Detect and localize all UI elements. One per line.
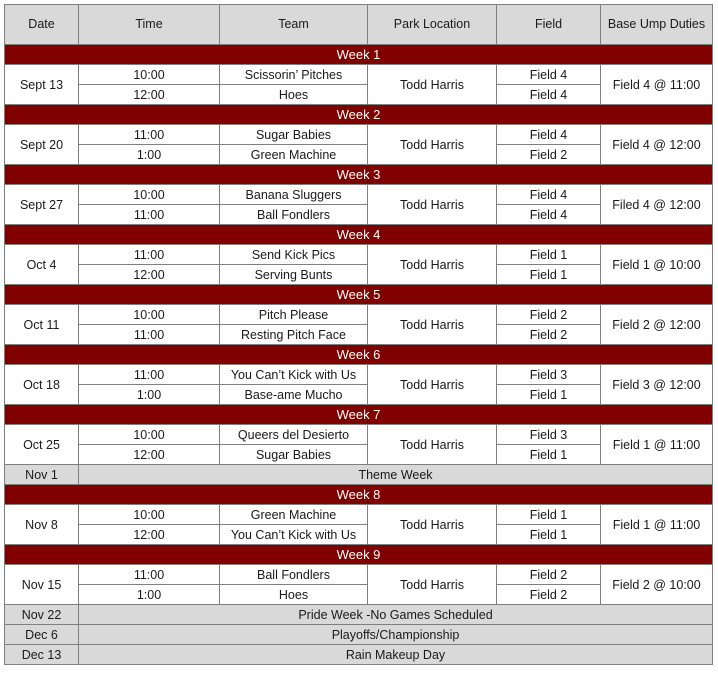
game-time: 12:00: [79, 85, 220, 105]
week-header-row: [5, 405, 713, 425]
special-date: Dec 13: [5, 645, 79, 665]
game-team: Pitch Please: [220, 305, 368, 325]
header-park-location: Park Location: [368, 5, 497, 45]
game-field: Field 1: [497, 245, 601, 265]
game-team: Hoes: [220, 585, 368, 605]
game-time: 11:00: [79, 565, 220, 585]
week-label: Week 3: [5, 165, 713, 185]
game-field: Field 4: [497, 65, 601, 85]
game-time: 10:00: [79, 305, 220, 325]
game-field: Field 1: [497, 445, 601, 465]
game-field: Field 4: [497, 125, 601, 145]
week-header-row: [5, 285, 713, 305]
park-location: Todd Harris: [368, 245, 497, 285]
schedule-table: [4, 4, 713, 665]
game-field: Field 2: [497, 305, 601, 325]
week-label: Week 8: [5, 485, 713, 505]
base-ump-duty: Field 4 @ 11:00: [601, 65, 713, 105]
game-team: Green Machine: [220, 505, 368, 525]
game-date: Oct 18: [5, 365, 79, 405]
week-header-row: [5, 45, 713, 65]
week-label: Week 4: [5, 225, 713, 245]
week-label: Week 6: [5, 345, 713, 365]
game-time: 11:00: [79, 365, 220, 385]
game-team: Ball Fondlers: [220, 565, 368, 585]
week-header-row: [5, 105, 713, 125]
game-date: Oct 25: [5, 425, 79, 465]
game-time: 1:00: [79, 145, 220, 165]
game-time: 10:00: [79, 185, 220, 205]
game-field: Field 2: [497, 565, 601, 585]
park-location: Todd Harris: [368, 185, 497, 225]
game-time: 11:00: [79, 245, 220, 265]
game-row: [5, 565, 713, 585]
game-team: Hoes: [220, 85, 368, 105]
schedule-body: [5, 45, 713, 665]
game-field: Field 2: [497, 325, 601, 345]
special-date-row: [5, 605, 713, 625]
week-header-row: [5, 345, 713, 365]
special-date-row: [5, 625, 713, 645]
game-time: 12:00: [79, 445, 220, 465]
game-field: Field 4: [497, 85, 601, 105]
game-row: [5, 125, 713, 145]
base-ump-duty: Filed 4 @ 12:00: [601, 185, 713, 225]
game-field: Field 1: [497, 265, 601, 285]
game-date: Oct 11: [5, 305, 79, 345]
game-field: Field 4: [497, 205, 601, 225]
game-team: Base-ame Mucho: [220, 385, 368, 405]
game-field: Field 3: [497, 425, 601, 445]
park-location: Todd Harris: [368, 125, 497, 165]
game-row: [5, 185, 713, 205]
game-row: [5, 245, 713, 265]
header-date: Date: [5, 5, 79, 45]
header-team: Team: [220, 5, 368, 45]
game-time: 10:00: [79, 505, 220, 525]
game-team: Serving Bunts: [220, 265, 368, 285]
game-time: 11:00: [79, 125, 220, 145]
game-time: 11:00: [79, 205, 220, 225]
game-team: Send Kick Pics: [220, 245, 368, 265]
base-ump-duty: Field 1 @ 11:00: [601, 505, 713, 545]
game-row: [5, 305, 713, 325]
game-team: Ball Fondlers: [220, 205, 368, 225]
park-location: Todd Harris: [368, 425, 497, 465]
game-team: Sugar Babies: [220, 445, 368, 465]
game-team: Scissorin’ Pitches: [220, 65, 368, 85]
special-date: Nov 1: [5, 465, 79, 485]
park-location: Todd Harris: [368, 365, 497, 405]
week-label: Week 1: [5, 45, 713, 65]
park-location: Todd Harris: [368, 65, 497, 105]
special-note: Rain Makeup Day: [79, 645, 713, 665]
base-ump-duty: Field 2 @ 12:00: [601, 305, 713, 345]
header-base-ump-duties: Base Ump Duties: [601, 5, 713, 45]
game-team: Banana Sluggers: [220, 185, 368, 205]
game-row: [5, 505, 713, 525]
game-time: 12:00: [79, 525, 220, 545]
header-row: [5, 5, 713, 45]
base-ump-duty: Field 2 @ 10:00: [601, 565, 713, 605]
week-header-row: [5, 225, 713, 245]
special-date-row: [5, 465, 713, 485]
park-location: Todd Harris: [368, 565, 497, 605]
game-field: Field 1: [497, 525, 601, 545]
game-time: 11:00: [79, 325, 220, 345]
week-header-row: [5, 485, 713, 505]
special-note: Pride Week -No Games Scheduled: [79, 605, 713, 625]
special-date: Nov 22: [5, 605, 79, 625]
game-time: 10:00: [79, 425, 220, 445]
game-time: 12:00: [79, 265, 220, 285]
game-field: Field 1: [497, 385, 601, 405]
game-team: Queers del Desierto: [220, 425, 368, 445]
game-time: 1:00: [79, 385, 220, 405]
game-team: Green Machine: [220, 145, 368, 165]
base-ump-duty: Field 4 @ 12:00: [601, 125, 713, 165]
game-team: Resting Pitch Face: [220, 325, 368, 345]
header-field: Field: [497, 5, 601, 45]
special-note: Theme Week: [79, 465, 713, 485]
game-time: 10:00: [79, 65, 220, 85]
game-row: [5, 65, 713, 85]
game-row: [5, 365, 713, 385]
game-date: Oct 4: [5, 245, 79, 285]
game-team: You Can’t Kick with Us: [220, 365, 368, 385]
week-header-row: [5, 545, 713, 565]
special-date: Dec 6: [5, 625, 79, 645]
game-field: Field 1: [497, 505, 601, 525]
game-date: Sept 13: [5, 65, 79, 105]
park-location: Todd Harris: [368, 305, 497, 345]
week-label: Week 2: [5, 105, 713, 125]
week-label: Week 9: [5, 545, 713, 565]
week-label: Week 7: [5, 405, 713, 425]
base-ump-duty: Field 1 @ 10:00: [601, 245, 713, 285]
header-time: Time: [79, 5, 220, 45]
game-field: Field 3: [497, 365, 601, 385]
base-ump-duty: Field 3 @ 12:00: [601, 365, 713, 405]
special-date-row: [5, 645, 713, 665]
special-note: Playoffs/Championship: [79, 625, 713, 645]
game-team: You Can’t Kick with Us: [220, 525, 368, 545]
game-date: Sept 20: [5, 125, 79, 165]
game-date: Sept 27: [5, 185, 79, 225]
game-date: Nov 8: [5, 505, 79, 545]
base-ump-duty: Field 1 @ 11:00: [601, 425, 713, 465]
game-field: Field 2: [497, 585, 601, 605]
week-header-row: [5, 165, 713, 185]
game-field: Field 4: [497, 185, 601, 205]
game-team: Sugar Babies: [220, 125, 368, 145]
game-row: [5, 425, 713, 445]
game-date: Nov 15: [5, 565, 79, 605]
game-time: 1:00: [79, 585, 220, 605]
park-location: Todd Harris: [368, 505, 497, 545]
game-field: Field 2: [497, 145, 601, 165]
week-label: Week 5: [5, 285, 713, 305]
